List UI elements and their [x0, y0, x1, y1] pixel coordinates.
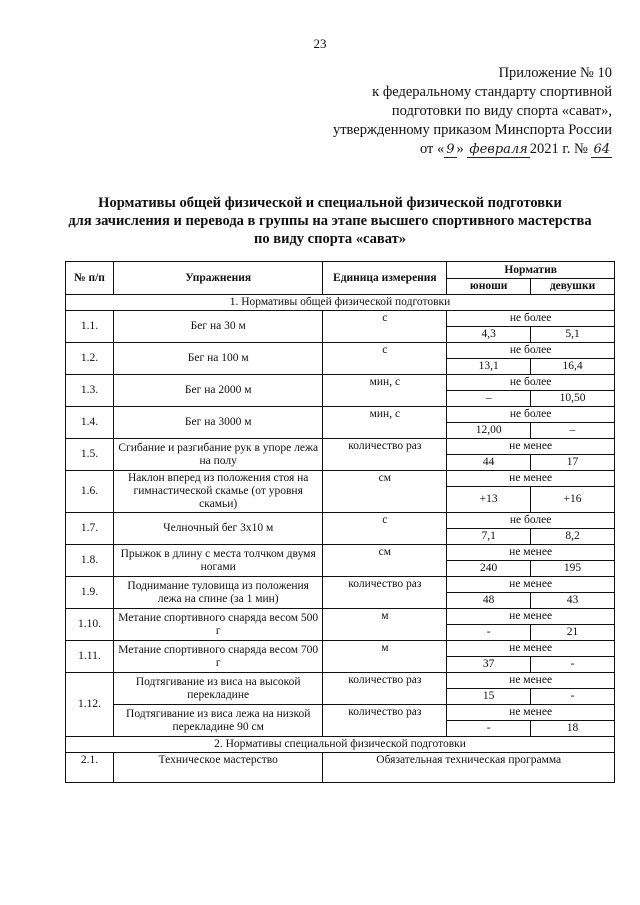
- table-row: [66, 407, 615, 423]
- table-row: [66, 641, 615, 657]
- row-number: 1.2.: [66, 343, 114, 375]
- table-row: [66, 471, 615, 487]
- exercise-name: Прыжок в длину с места толчком двумя ногами: [113, 545, 323, 577]
- section-2-heading: 2. Нормативы специальной физической подготовки: [66, 737, 615, 753]
- norms-table: [65, 261, 615, 783]
- unit-cell: с: [323, 311, 447, 343]
- boys-value: 13,1: [447, 359, 531, 375]
- handwritten-month: февраля: [469, 142, 528, 157]
- table-row: [66, 609, 615, 625]
- table-row: [66, 545, 615, 561]
- header-norm: Норматив: [447, 262, 615, 279]
- date-prefix: от «: [419, 141, 445, 157]
- header-unit: Единица измерения: [323, 262, 447, 295]
- handwritten-number: 64: [593, 142, 610, 157]
- norm-condition: не менее: [447, 673, 615, 689]
- norm-condition: не менее: [447, 609, 615, 625]
- girls-value: –: [531, 423, 615, 439]
- appendix-title: Приложение № 10: [498, 65, 612, 81]
- row-number: 1.7.: [66, 513, 114, 545]
- norm-condition: не менее: [447, 471, 615, 487]
- girls-value: 16,4: [531, 359, 615, 375]
- unit-cell: количество раз: [323, 705, 447, 737]
- handwritten-day: 9: [446, 142, 455, 157]
- boys-value: 12,00: [447, 423, 531, 439]
- unit-cell: с: [323, 343, 447, 375]
- section-row: [66, 737, 615, 753]
- row-number: 1.3.: [66, 375, 114, 407]
- section-1-heading: 1. Нормативы общей физической подготовки: [66, 295, 615, 311]
- girls-value: 21: [531, 625, 615, 641]
- document-title: [40, 194, 620, 248]
- boys-value: -: [447, 721, 531, 737]
- norm-condition: не менее: [447, 439, 615, 455]
- unit-cell: мин, с: [323, 407, 447, 439]
- row-number: 1.5.: [66, 439, 114, 471]
- appendix-date-line: [292, 140, 612, 159]
- row-number: 1.10.: [66, 609, 114, 641]
- boys-value: -: [447, 625, 531, 641]
- row-number: 1.11.: [66, 641, 114, 673]
- norm-condition: не менее: [447, 577, 615, 593]
- row-number: 2.1.: [66, 753, 114, 783]
- girls-value: 17: [531, 455, 615, 471]
- date-mid: »: [456, 141, 464, 157]
- unit-cell: см: [323, 545, 447, 577]
- row-number: 1.6.: [66, 471, 114, 513]
- row-number: 1.4.: [66, 407, 114, 439]
- appendix-line-2: к федеральному стандарту спортивной: [372, 84, 612, 100]
- unit-cell: см: [323, 471, 447, 513]
- norm-condition: не менее: [447, 641, 615, 657]
- girls-value: 18: [531, 721, 615, 737]
- girls-value: 195: [531, 561, 615, 577]
- unit-cell: количество раз: [323, 439, 447, 471]
- title-line-3: по виду спорта «сават»: [254, 231, 406, 247]
- boys-value: 37: [447, 657, 531, 673]
- table-row: [66, 753, 615, 783]
- table-row: [66, 705, 615, 721]
- norm-condition: не более: [447, 375, 615, 391]
- table-row: [66, 311, 615, 327]
- boys-value: +13: [447, 487, 531, 513]
- unit-cell: м: [323, 609, 447, 641]
- boys-value: 4,3: [447, 327, 531, 343]
- girls-value: 43: [531, 593, 615, 609]
- unit-cell: с: [323, 513, 447, 545]
- table-row: [66, 577, 615, 593]
- exercise-name: Метание спортивного снаряда весом 500 г: [113, 609, 323, 641]
- exercise-name: Подтягивание из виса на высокой перекладине: [113, 673, 323, 705]
- appendix-line-4: утвержденному приказом Минспорта России: [332, 122, 612, 138]
- exercise-name: Челночный бег 3х10 м: [113, 513, 323, 545]
- exercise-name: Бег на 100 м: [113, 343, 323, 375]
- norm-condition: не более: [447, 513, 615, 529]
- norm-condition: не более: [447, 407, 615, 423]
- exercise-name: Бег на 2000 м: [113, 375, 323, 407]
- norm-condition: не более: [447, 311, 615, 327]
- girls-value: +16: [531, 487, 615, 513]
- technical-program: Обязательная техническая программа: [323, 753, 615, 783]
- exercise-name: Метание спортивного снаряда весом 700 г: [113, 641, 323, 673]
- row-number: 1.1.: [66, 311, 114, 343]
- unit-cell: мин, с: [323, 375, 447, 407]
- boys-value: 7,1: [447, 529, 531, 545]
- girls-value: 10,50: [531, 391, 615, 407]
- page-number: 23: [313, 36, 327, 51]
- row-number: 1.12.: [66, 673, 114, 737]
- unit-cell: количество раз: [323, 673, 447, 705]
- table-row: [66, 375, 615, 391]
- table-row: [66, 343, 615, 359]
- boys-value: –: [447, 391, 531, 407]
- norm-condition: не менее: [447, 545, 615, 561]
- row-number: 1.9.: [66, 577, 114, 609]
- unit-cell: количество раз: [323, 577, 447, 609]
- row-number: 1.8.: [66, 545, 114, 577]
- appendix-line-3: подготовки по виду спорта «сават»,: [391, 103, 612, 119]
- date-year: 2021 г. №: [529, 141, 588, 157]
- boys-value: 48: [447, 593, 531, 609]
- exercise-name: Наклон вперед из положения стоя на гимнастической скамье (от уровня скамьи): [113, 471, 323, 513]
- header-girls: девушки: [531, 279, 615, 295]
- table-row: [66, 673, 615, 689]
- header-num: № п/п: [66, 262, 114, 295]
- table-row: [66, 439, 615, 455]
- title-line-1: Нормативы общей физической и специальной физической подготовки: [98, 195, 562, 211]
- header-exercise: Упражнения: [113, 262, 323, 295]
- girls-value: -: [531, 689, 615, 705]
- exercise-name: Бег на 3000 м: [113, 407, 323, 439]
- title-line-2: для зачисления и перевода в группы на этапе высшего спортивного мастерства: [68, 213, 592, 229]
- girls-value: 5,1: [531, 327, 615, 343]
- table-row: [66, 513, 615, 529]
- header-boys: юноши: [447, 279, 531, 295]
- unit-cell: м: [323, 641, 447, 673]
- boys-value: 15: [447, 689, 531, 705]
- exercise-name: Техническое мастерство: [113, 753, 323, 783]
- norm-condition: не более: [447, 343, 615, 359]
- exercise-name: Подтягивание из виса лежа на низкой перекладине 90 см: [113, 705, 323, 737]
- exercise-name: Бег на 30 м: [113, 311, 323, 343]
- exercise-name: Поднимание туловища из положения лежа на спине (за 1 мин): [113, 577, 323, 609]
- girls-value: -: [531, 657, 615, 673]
- norm-condition: не менее: [447, 705, 615, 721]
- appendix-block: [292, 64, 612, 159]
- girls-value: 8,2: [531, 529, 615, 545]
- boys-value: 240: [447, 561, 531, 577]
- exercise-name: Сгибание и разгибание рук в упоре лежа на полу: [113, 439, 323, 471]
- boys-value: 44: [447, 455, 531, 471]
